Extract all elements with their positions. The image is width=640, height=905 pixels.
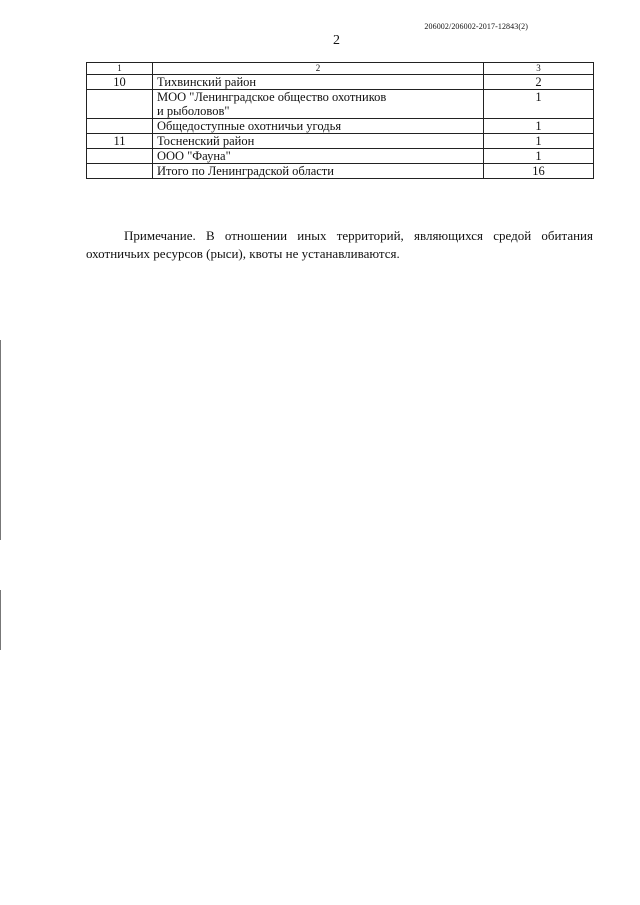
row-name: Тихвинский район xyxy=(153,75,484,90)
table-header-row xyxy=(87,63,594,75)
document-registration-number: 206002/206002-2017-12843(2) xyxy=(424,22,528,31)
table-row xyxy=(87,75,594,90)
row-name xyxy=(153,90,484,119)
row-quota: 2 xyxy=(484,75,594,90)
column-header-3: 3 xyxy=(484,63,594,75)
row-name: ООО "Фауна" xyxy=(153,149,484,164)
row-quota: 1 xyxy=(484,90,594,119)
row-number xyxy=(87,164,153,179)
row-number xyxy=(87,119,153,134)
row-quota: 1 xyxy=(484,119,594,134)
row-number: 10 xyxy=(87,75,153,90)
note-paragraph: Примечание. В отношении иных территорий, являющихся средой обитания охотничьих ресурсов (рыси), квоты не устанавливаются. xyxy=(86,228,593,261)
row-number: 11 xyxy=(87,134,153,149)
row-name: Общедоступные охотничьи угодья xyxy=(153,119,484,134)
table-row xyxy=(87,134,594,149)
row-number xyxy=(87,90,153,119)
row-name-line: МОО "Ленинградское общество охотников xyxy=(157,90,387,104)
table-total-row xyxy=(87,164,594,179)
column-header-1: 1 xyxy=(87,63,153,75)
table-row xyxy=(87,149,594,164)
row-quota: 16 xyxy=(484,164,594,179)
column-header-2: 2 xyxy=(153,63,484,75)
table-row xyxy=(87,119,594,134)
scan-edge-mark xyxy=(0,590,1,650)
scan-edge-mark xyxy=(0,340,1,540)
page-number: 2 xyxy=(333,33,340,48)
table-row xyxy=(87,90,594,119)
row-name: Итого по Ленинградской области xyxy=(153,164,484,179)
row-name: Тосненский район xyxy=(153,134,484,149)
row-number xyxy=(87,149,153,164)
row-quota: 1 xyxy=(484,149,594,164)
quota-table xyxy=(86,62,594,179)
row-name-line: и рыболовов" xyxy=(157,104,230,118)
row-quota: 1 xyxy=(484,134,594,149)
